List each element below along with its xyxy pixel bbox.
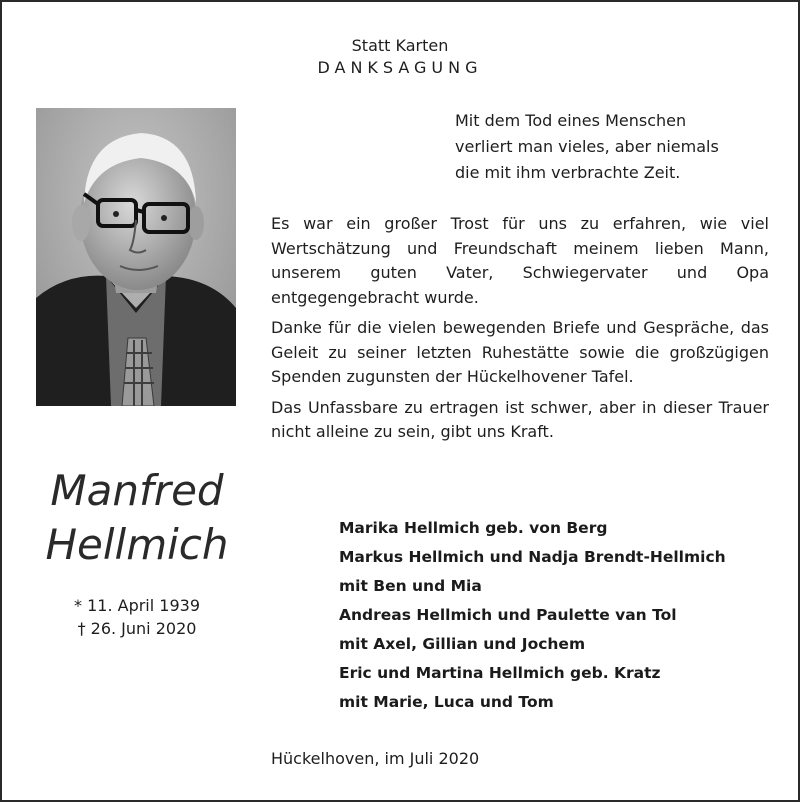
portrait-photo (36, 108, 236, 406)
family-line: Andreas Hellmich und Paulette van Tol (339, 606, 677, 624)
family-signatures (339, 514, 779, 717)
family-line: mit Axel, Gillian und Jochem (339, 635, 586, 653)
family-group (339, 543, 779, 601)
family-group (339, 514, 779, 543)
quote-line: verliert man vieles, aber niemals (455, 137, 719, 156)
quote (455, 108, 775, 186)
deceased-last-name: Hellmich (45, 520, 229, 569)
place-and-date: Hückelhoven, im Juli 2020 (271, 749, 480, 768)
paragraph-trost: Es war ein großer Trost für uns zu erfahren, wie viel Wertschätzung und Freundschaft meinem lieben Mann, unserem guten Vater, Schwiegervater und Opa entgegengebracht wurde. (271, 214, 769, 307)
birth-date: * 11. April 1939 (74, 596, 200, 615)
deceased-name (32, 464, 242, 572)
thank-you-text (271, 212, 769, 451)
life-dates (32, 594, 242, 640)
paragraph-danke: Danke für die vielen bewegenden Briefe und Gespräche, das Geleit zu seiner letzten Ruhestätte sowie die großzügigen Spenden zugunsten der Hückelhovener Tafel. (271, 318, 769, 386)
deceased-first-name: Manfred (50, 466, 224, 515)
family-line: Markus Hellmich und Nadja Brendt-Hellmich (339, 548, 726, 566)
death-date: † 26. Juni 2020 (77, 619, 197, 638)
paragraph-unfassbare: Das Unfassbare zu ertragen ist schwer, aber in dieser Trauer nicht alleine zu sein, gibt uns Kraft. (271, 397, 769, 441)
family-line: mit Ben und Mia (339, 577, 482, 595)
header-danksagung: DANKSAGUNG (317, 58, 483, 77)
quote-line: die mit ihm verbrachte Zeit. (455, 163, 681, 182)
family-line: mit Marie, Luca und Tom (339, 693, 554, 711)
portrait-illustration (36, 108, 236, 406)
family-line: Marika Hellmich geb. von Berg (339, 519, 608, 537)
family-group (339, 659, 779, 717)
family-group (339, 601, 779, 659)
quote-line: Mit dem Tod eines Menschen (455, 111, 687, 130)
header-statt-karten: Statt Karten (351, 36, 449, 55)
header (2, 35, 798, 79)
family-line: Eric und Martina Hellmich geb. Kratz (339, 664, 661, 682)
